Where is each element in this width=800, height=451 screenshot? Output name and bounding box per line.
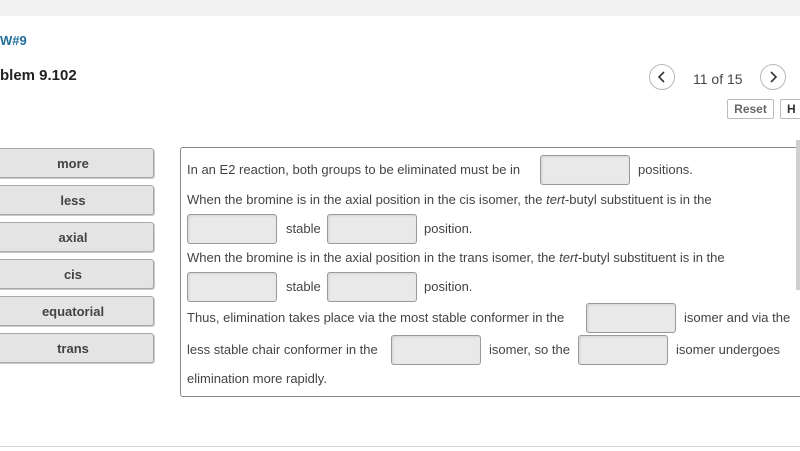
page-title: blem 9.102 bbox=[0, 67, 77, 84]
sentence-text: Thus, elimination takes place via the most stable conformer in the bbox=[187, 310, 565, 325]
sentence-text: elimination more rapidly. bbox=[187, 371, 327, 386]
sentence-text: isomer and via the bbox=[684, 310, 791, 325]
question-panel bbox=[180, 147, 800, 397]
sentence-text: When the bromine is in the axial position in the cis isomer, the tert-butyl substituent is in the bbox=[187, 192, 712, 207]
reset-button[interactable]: Reset bbox=[727, 99, 774, 119]
divider bbox=[0, 446, 800, 447]
chevron-right-icon bbox=[767, 71, 779, 83]
drop-target[interactable] bbox=[586, 303, 676, 333]
breadcrumb[interactable]: W#9 bbox=[0, 33, 27, 48]
answer-chip-cis[interactable]: cis bbox=[0, 259, 154, 289]
drop-target[interactable] bbox=[540, 155, 630, 185]
sentence-text: position. bbox=[424, 279, 473, 294]
answer-chip-trans[interactable]: trans bbox=[0, 333, 154, 363]
drop-target[interactable] bbox=[187, 214, 277, 244]
sentence-text: stable bbox=[286, 221, 321, 236]
answer-chip-less[interactable]: less bbox=[0, 185, 154, 215]
answer-chip-more[interactable]: more bbox=[0, 148, 154, 178]
sentence-text: less stable chair conformer in the bbox=[187, 342, 378, 357]
drop-target[interactable] bbox=[578, 335, 668, 365]
chevron-left-icon bbox=[656, 71, 668, 83]
drop-target[interactable] bbox=[327, 272, 417, 302]
sentence-text: positions. bbox=[638, 162, 693, 177]
drop-target[interactable] bbox=[187, 272, 277, 302]
previous-button[interactable] bbox=[649, 64, 675, 90]
drop-target[interactable] bbox=[391, 335, 481, 365]
answer-chip-equatorial[interactable]: equatorial bbox=[0, 296, 154, 326]
sentence-text: isomer undergoes bbox=[676, 342, 781, 357]
answer-chip-axial[interactable]: axial bbox=[0, 222, 154, 252]
drop-target[interactable] bbox=[327, 214, 417, 244]
next-button[interactable] bbox=[760, 64, 786, 90]
sentence-text: position. bbox=[424, 221, 473, 236]
sentence-text: When the bromine is in the axial position in the trans isomer, the tert-butyl substituent is in the bbox=[187, 250, 725, 265]
page-counter: 11 of 15 bbox=[693, 71, 743, 87]
sentence-text: In an E2 reaction, both groups to be eliminated must be in bbox=[187, 162, 521, 177]
sentence-text: stable bbox=[286, 279, 321, 294]
top-bar bbox=[0, 0, 800, 16]
sentence-text: isomer, so the bbox=[489, 342, 570, 357]
help-button[interactable]: H bbox=[780, 99, 800, 119]
scrollbar[interactable] bbox=[796, 140, 800, 290]
